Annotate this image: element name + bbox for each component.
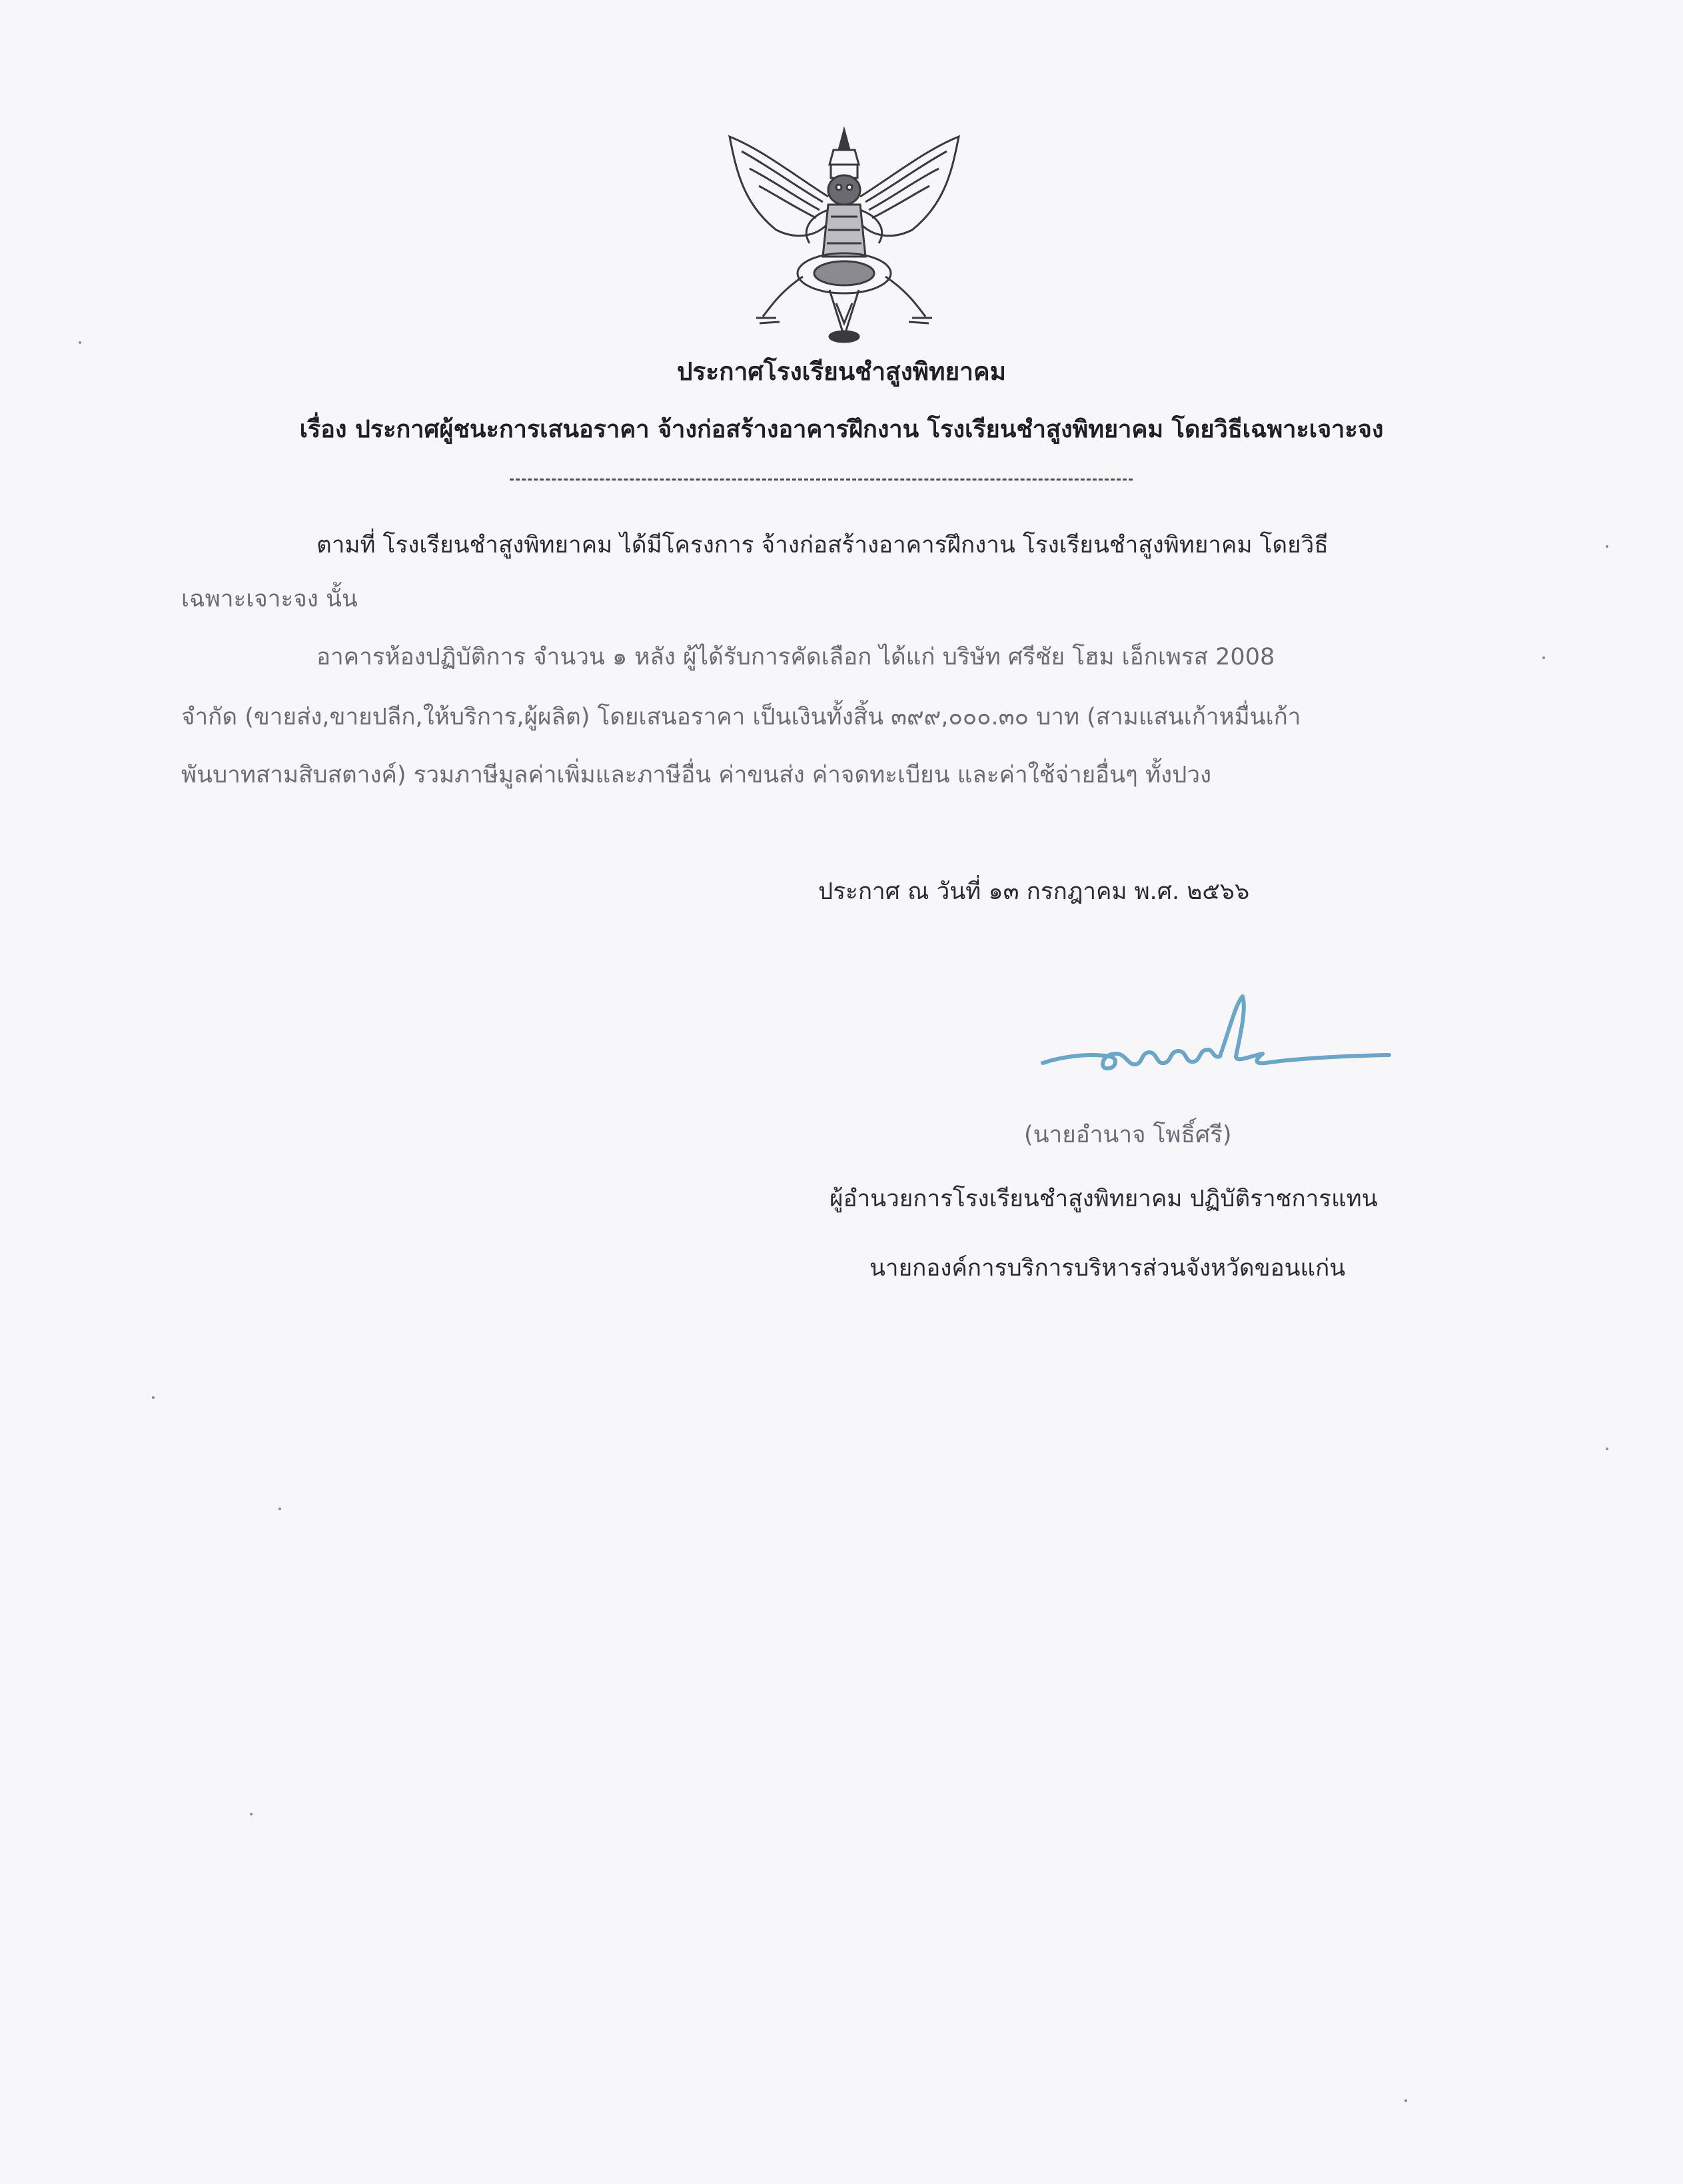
signatory-position-2: นายกองค์การบริการบริหารส่วนจังหวัดขอนแก่น <box>869 1255 1346 1282</box>
paragraph-2-line-3: พันบาทสามสิบสตางค์) รวมภาษีมูลค่าเพิ่มและภาษีอื่น ค่าขนส่ง ค่าจดทะเบียน และค่าใช้จ่ายอื่นๆ ทั้งปวง <box>181 762 1212 788</box>
paragraph-1-line-2: เฉพาะเจาะจง นั้น <box>181 586 358 612</box>
announcement-date: ประกาศ ณ วันที่ ๑๓ กรกฎาคม พ.ศ. ๒๕๖๖ <box>818 878 1250 905</box>
signatory-name: (นายอำนาจ โพธิ์ศรี) <box>1024 1122 1232 1148</box>
paragraph-1-line-1: ตามที่ โรงเรียนชำสูงพิทยาคม ได้มีโครงการ จ้างก่อสร้างอาคารฝึกงาน โรงเรียนชำสูงพิทยาคม โดยวิธี <box>316 532 1329 558</box>
scan-speck <box>152 1396 155 1399</box>
scan-speck <box>1542 656 1545 659</box>
scan-speck <box>1606 1448 1608 1450</box>
scan-speck <box>250 1813 253 1815</box>
garuda-emblem <box>716 123 973 350</box>
document-title: ประกาศโรงเรียนชำสูงพิทยาคม <box>676 357 1007 386</box>
paragraph-2-line-2: จำกัด (ขายส่ง,ขายปลีก,ให้บริการ,ผู้ผลิต) โดยเสนอราคา เป็นเงินทั้งสิ้น ๓๙๙,๐๐๐.๓๐ บาท (สามแสนเก้าหมื่นเก้า <box>181 704 1301 730</box>
signatory-position-1: ผู้อำนวยการโรงเรียนชำสูงพิทยาคม ปฏิบัติราชการแทน <box>830 1186 1378 1212</box>
scan-speck <box>1404 2099 1407 2102</box>
scan-speck <box>279 1508 281 1510</box>
scan-speck <box>1606 545 1608 548</box>
document-subject: เรื่อง ประกาศผู้ชนะการเสนอราคา จ้างก่อสร้างอาคารฝึกงาน โรงเรียนชำสูงพิทยาคม โดยวิธีเฉพาะเจาะจง <box>299 416 1384 443</box>
separator-line <box>510 479 1133 481</box>
scan-speck <box>79 341 81 344</box>
signature <box>1036 990 1396 1083</box>
paragraph-2-line-1: อาคารห้องปฏิบัติการ จำนวน ๑ หลัง ผู้ได้รับการคัดเลือก ได้แก่ บริษัท ศรีชัย โฮม เอ็กเพรส 2008 <box>316 644 1275 670</box>
